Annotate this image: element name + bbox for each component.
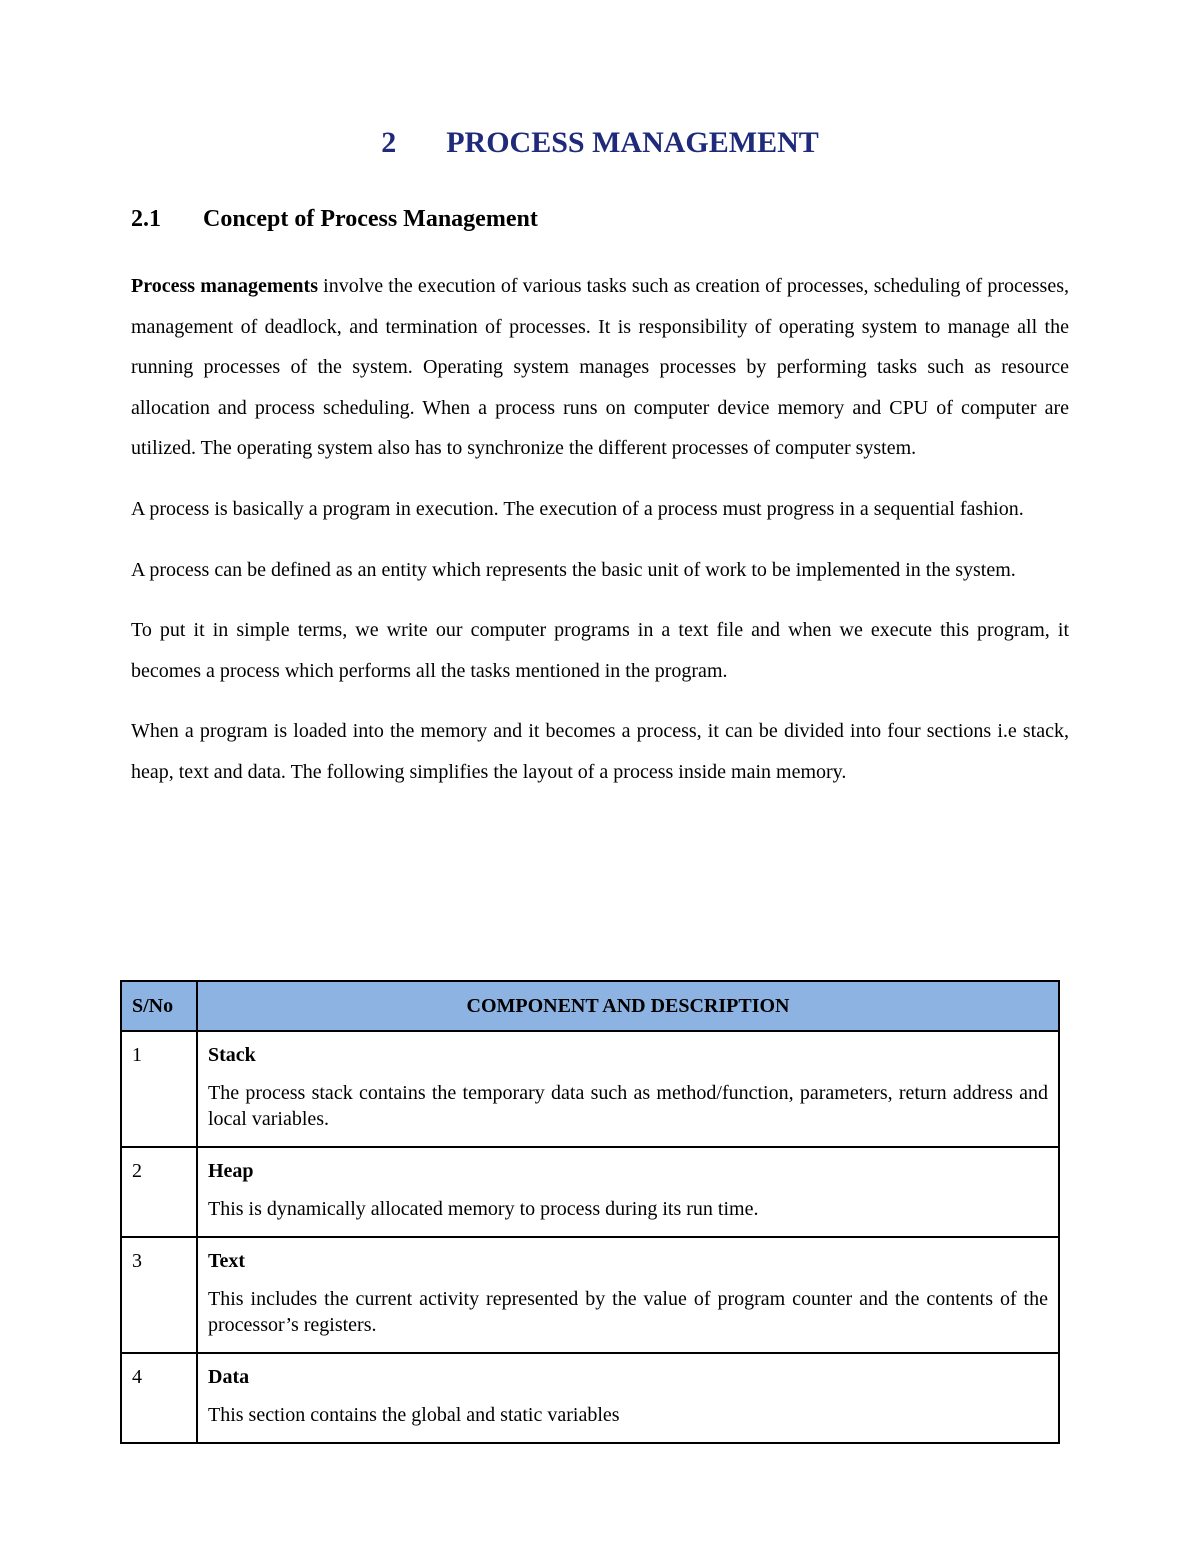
table-row: [121, 1031, 1059, 1147]
chapter-number: 2: [381, 126, 397, 159]
row-sno: 2: [121, 1147, 197, 1237]
paragraph-memory-sections: When a program is loaded into the memory and it becomes a process, it can be divided into four sections i.e stack, heap, text and data. The following simplifies the layout of a process inside main memory.: [131, 720, 1069, 783]
row-component: [197, 1147, 1059, 1237]
row-sno: 4: [121, 1353, 197, 1443]
chapter-title: PROCESS MANAGEMENT: [446, 126, 819, 159]
section-number: 2.1: [131, 206, 161, 232]
row-component: [197, 1353, 1059, 1443]
row-component: [197, 1237, 1059, 1353]
paragraph-simple-terms: To put it in simple terms, we write our computer programs in a text file and when we execute this program, it becomes a process which performs all the tasks mentioned in the program.: [131, 619, 1069, 682]
paragraph-bold-term: Process managements: [131, 275, 318, 297]
component-name: Heap: [208, 1160, 254, 1182]
component-name: Data: [208, 1366, 250, 1388]
row-component: [197, 1031, 1059, 1147]
table-row: [121, 1237, 1059, 1353]
section-heading: [131, 206, 538, 233]
row-sno: 1: [121, 1031, 197, 1147]
component-description: The process stack contains the temporary data such as method/function, parameters, return address and local variables.: [208, 1082, 1048, 1130]
component-name: Text: [208, 1250, 246, 1272]
table-row: [121, 1147, 1059, 1237]
component-description: This includes the current activity represented by the value of program counter and the contents of the processor’s registers.: [208, 1288, 1048, 1336]
chapter-heading: [0, 126, 1200, 160]
component-name: Stack: [208, 1044, 256, 1066]
paragraph-process-management: [131, 266, 1069, 469]
component-description: This section contains the global and static variables: [208, 1404, 620, 1426]
component-description: This is dynamically allocated memory to process during its run time.: [208, 1198, 759, 1220]
table-header-row: [121, 981, 1059, 1031]
section-title: Concept of Process Management: [203, 206, 538, 232]
table-row: [121, 1353, 1059, 1443]
body-text: [131, 266, 1069, 813]
paragraph-process-definition: A process is basically a program in execution. The execution of a process must progress in a sequential fashion.: [131, 497, 1024, 520]
paragraph-text: involve the execution of various tasks such as creation of processes, scheduling of processes, management of deadlock, and termination of processes. It is responsibility of operating system to manage all the running processes of the system. Operating system manages processes by performing tasks such as resource allocation and process scheduling. When a process runs on computer device memory and CPU of computer are utilized. The operating system also has to synchronize the different processes of computer system.: [131, 275, 1069, 460]
header-component-description: COMPONENT AND DESCRIPTION: [197, 981, 1059, 1031]
header-sno: S/No: [121, 981, 197, 1031]
paragraph-process-entity: A process can be defined as an entity which represents the basic unit of work to be implemented in the system.: [131, 558, 1016, 581]
row-sno: 3: [121, 1237, 197, 1353]
process-sections-table: [120, 980, 1060, 1444]
